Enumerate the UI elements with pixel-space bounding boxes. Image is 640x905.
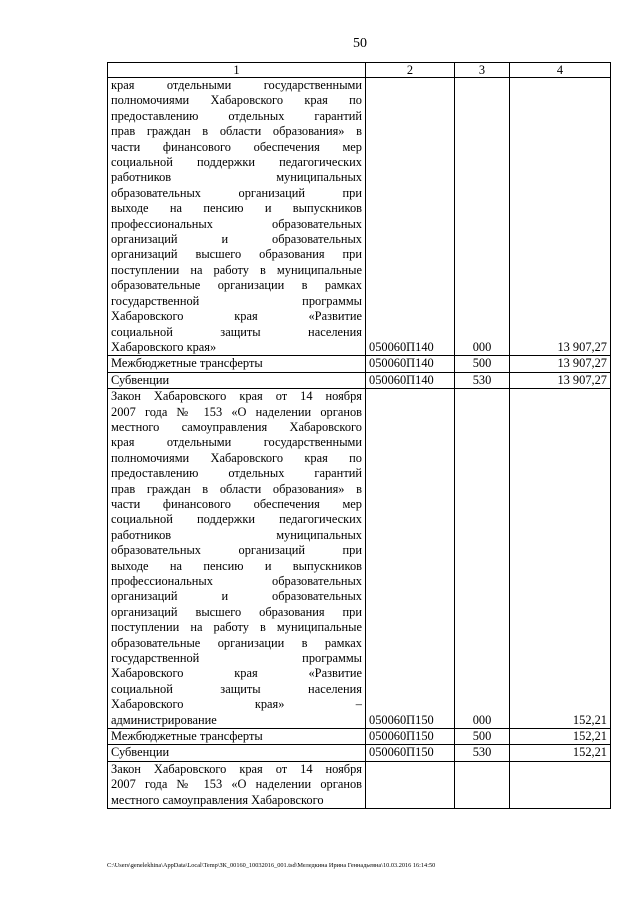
row-name-line: профессиональных образовательных bbox=[111, 216, 362, 231]
row-name-line: Хабаровского края» bbox=[111, 339, 217, 354]
row-name-line: местного самоуправления Хабаровского bbox=[111, 792, 324, 807]
header-row bbox=[108, 63, 611, 78]
row-name-line: выходе на пенсию и выпускников bbox=[111, 201, 362, 216]
row-type-cell: 530 bbox=[455, 745, 510, 761]
row-name-line: организаций и образовательных bbox=[111, 589, 362, 604]
row-name-line: Закон Хабаровского края от 14 ноября bbox=[111, 389, 362, 404]
row-name-line: Межбюджетные трансферты bbox=[111, 356, 263, 371]
row-name-cell bbox=[108, 78, 366, 356]
row-name-line: края отдельными государственными bbox=[111, 78, 362, 92]
row-amount-cell: 13 907,27 bbox=[510, 372, 611, 388]
table-row bbox=[108, 729, 611, 745]
row-name-line: Субвенции bbox=[111, 372, 170, 387]
table-row bbox=[108, 372, 611, 388]
row-name-line: части финансового обеспечения мер bbox=[111, 496, 362, 511]
row-name-line: социальной защиты населения bbox=[111, 324, 362, 339]
row-name-line: Хабаровского края «Развитие bbox=[111, 666, 362, 681]
row-name-line: профессиональных образовательных bbox=[111, 574, 362, 588]
row-code-cell bbox=[366, 761, 455, 808]
row-name-line: поступлении на работу в муниципальные bbox=[111, 620, 362, 635]
row-amount-cell: 152,21 bbox=[510, 389, 611, 729]
row-name-line: выходе на пенсию и выпускников bbox=[111, 558, 362, 573]
row-code-cell: 050060П150 bbox=[366, 389, 455, 729]
row-name-cell bbox=[108, 356, 366, 372]
row-name-line: полномочиями Хабаровского края по bbox=[111, 93, 362, 108]
column-header-2: 2 bbox=[366, 63, 455, 78]
table-row bbox=[108, 78, 611, 356]
row-name-line: образовательных организаций при bbox=[111, 543, 362, 558]
table-body bbox=[108, 63, 611, 809]
row-name-line: края отдельными государственными bbox=[111, 435, 362, 450]
row-name-cell bbox=[108, 372, 366, 388]
row-amount-cell: 13 907,27 bbox=[510, 356, 611, 372]
row-type-cell bbox=[455, 761, 510, 808]
row-name-line: Хабаровского края» – bbox=[111, 697, 362, 712]
row-name-cell bbox=[108, 389, 366, 729]
row-name-cell bbox=[108, 745, 366, 761]
row-amount-cell: 152,21 bbox=[510, 745, 611, 761]
row-name-line: социальной поддержки педагогических bbox=[111, 155, 362, 170]
row-name-line: образовательные организации в рамках bbox=[111, 278, 362, 293]
row-name-cell bbox=[108, 729, 366, 745]
table-row bbox=[108, 389, 611, 729]
row-name-line: поступлении на работу в муниципальные bbox=[111, 262, 362, 277]
table-row bbox=[108, 356, 611, 372]
column-header-1: 1 bbox=[108, 63, 366, 78]
row-name-line: Субвенции bbox=[111, 745, 170, 760]
row-name-line: образовательные организации в рамках bbox=[111, 635, 362, 650]
row-name-line: прав граждан в области образования» в bbox=[111, 124, 362, 139]
table-row bbox=[108, 745, 611, 761]
row-name-line: предоставлению отдельных гарантий bbox=[111, 108, 362, 123]
row-code-cell: 050060П150 bbox=[366, 745, 455, 761]
row-name-line: Закон Хабаровского края от 14 ноября bbox=[111, 761, 362, 776]
row-name-line: предоставлению отдельных гарантий bbox=[111, 466, 362, 481]
table-row bbox=[108, 761, 611, 808]
row-name-cell bbox=[108, 761, 366, 808]
row-amount-cell: 152,21 bbox=[510, 729, 611, 745]
row-type-cell: 500 bbox=[455, 356, 510, 372]
row-code-cell: 050060П140 bbox=[366, 356, 455, 372]
budget-table bbox=[107, 62, 611, 809]
row-type-cell: 530 bbox=[455, 372, 510, 388]
row-name-line: прав граждан в области образования» в bbox=[111, 481, 362, 496]
row-name-line: местного самоуправления Хабаровского bbox=[111, 419, 362, 434]
row-name-line: Хабаровского края «Развитие bbox=[111, 309, 362, 324]
row-name-line: социальной защиты населения bbox=[111, 681, 362, 696]
page-number: 50 bbox=[353, 36, 367, 51]
row-name-line: работников муниципальных bbox=[111, 170, 362, 185]
row-code-cell: 050060П140 bbox=[366, 372, 455, 388]
row-name-line: образовательных организаций при bbox=[111, 185, 362, 200]
row-name-line: администрирование bbox=[111, 712, 217, 727]
row-name-line: работников муниципальных bbox=[111, 527, 362, 542]
row-type-cell: 000 bbox=[455, 78, 510, 356]
row-type-cell: 500 bbox=[455, 729, 510, 745]
row-name-line: Межбюджетные трансферты bbox=[111, 729, 263, 744]
row-name-line: государственной программы bbox=[111, 651, 362, 666]
row-code-cell: 050060П150 bbox=[366, 729, 455, 745]
row-code-cell: 050060П140 bbox=[366, 78, 455, 356]
column-header-4: 4 bbox=[510, 63, 611, 78]
row-name-line: социальной поддержки педагогических bbox=[111, 512, 362, 527]
row-name-line: части финансового обеспечения мер bbox=[111, 139, 362, 154]
row-name-line: 2007 года № 153 «О наделении органов bbox=[111, 777, 362, 792]
row-name-line: государственной программы bbox=[111, 293, 362, 308]
row-amount-cell: 13 907,27 bbox=[510, 78, 611, 356]
row-name-line: организаций и образовательных bbox=[111, 232, 362, 247]
row-type-cell: 000 bbox=[455, 389, 510, 729]
row-name-line: 2007 года № 153 «О наделении органов bbox=[111, 404, 362, 419]
row-amount-cell bbox=[510, 761, 611, 808]
row-name-line: организаций высшего образования при bbox=[111, 247, 362, 262]
column-header-3: 3 bbox=[455, 63, 510, 78]
file-path-footer: C:\Users\genelekhina\AppData\Local\Temp\ЗК_00160_10032016_001.tsd\Меледкина Ирина Геннадьевна\10.03.2016 16:14:50 bbox=[107, 862, 436, 869]
row-name-line: организаций высшего образования при bbox=[111, 604, 362, 619]
row-name-line: полномочиями Хабаровского края по bbox=[111, 450, 362, 465]
